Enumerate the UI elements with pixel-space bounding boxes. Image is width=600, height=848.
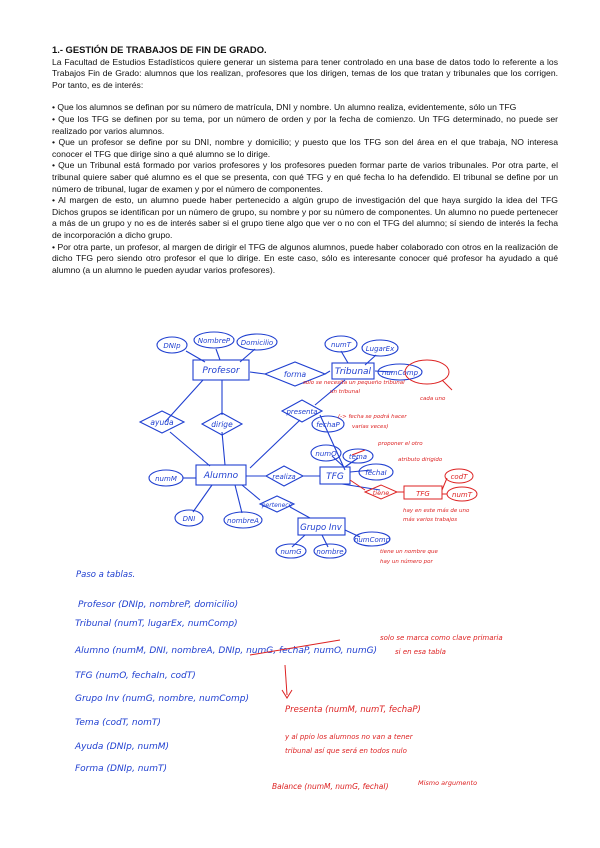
- attr-dnip: DNIp: [163, 342, 181, 350]
- entity-tfg: [320, 467, 350, 484]
- relationship-tiene-label: tiene: [372, 489, 390, 497]
- table-alumno: Alumno (numM, DNI, nombreA, DNIp, numG, fechaP, numO, numG): [75, 646, 378, 656]
- attr-nombre-g: nombre: [316, 548, 344, 556]
- attr-dni: DNI: [182, 515, 196, 523]
- relationship-pertenece-label: pertenece: [261, 502, 293, 509]
- note-tabla: si en esa tabla: [395, 648, 446, 656]
- red-note-8: más varios trabajos: [403, 517, 458, 523]
- bullet-tribunal: • Que un Tribunal está formado por varios profesores y los profesores pueden formar parte de varios tribunales. Por otra parte, el tribunal quiere saber qué alumno es el que se presenta, con qué TFG y en qué fecha lo ha defendido. El tribunal se define por un número de tribunal, lugar de examen y por el número de componentes.: [52, 160, 558, 194]
- relationship-ayuda: [140, 411, 184, 433]
- entity-profesor: [193, 360, 249, 380]
- red-attr-numt2: numT: [452, 491, 472, 499]
- note-clave-primaria: solo se marca como clave primaria: [380, 634, 503, 642]
- table-ayuda: Ayuda (DNIp, numM): [75, 742, 169, 752]
- entity-tfg-label: TFG: [326, 472, 344, 482]
- relationship-realiza: [266, 466, 303, 486]
- table-grupo: Grupo Inv (numG, nombre, numComp): [75, 694, 249, 704]
- entity-alumno: [196, 465, 246, 485]
- bullet-profesor: • Que un profesor se define por su DNI, nombre y domicilio; y puesto que los TFG son del área en el que trabaja, NO interesa conocer el TFG que dirige sino a qué alumno se lo dirige.: [52, 137, 558, 159]
- table-balance: Balance (numM, numG, fechaI): [272, 782, 389, 791]
- attr-nombrep: NombreP: [197, 337, 231, 345]
- relationship-forma-label: forma: [283, 370, 307, 379]
- entity-grupo-label: Grupo Inv: [300, 523, 342, 533]
- red-corrections: [303, 360, 477, 565]
- table-tfg: TFG (numO, fechaIn, codT): [75, 671, 196, 681]
- attr-tema: tema: [348, 453, 368, 461]
- note-alumnos: y al ppio los alumnos no van a tener: [285, 733, 413, 741]
- entity-profesor-label: Profesor: [202, 366, 240, 376]
- attr-fechap: fechaP: [316, 421, 340, 429]
- note-argumento: Mismo argumento: [418, 779, 478, 787]
- attr-domicilio: Domicilio: [240, 339, 274, 347]
- exercise-title: 1.- GESTIÓN DE TRABAJOS DE FIN DE GRADO.: [52, 44, 267, 55]
- red-entity-tema: TFG: [416, 490, 430, 498]
- entity-grupo: [298, 518, 345, 535]
- attr-lugarex: LugarEx: [365, 345, 395, 353]
- entity-alumno-label: Alumno: [203, 471, 239, 481]
- relationship-realiza-label: realiza: [272, 473, 296, 481]
- red-attr-codt: codT: [450, 473, 468, 481]
- table-profesor: Profesor (DNIp, nombreP, domicilio): [78, 600, 239, 610]
- tables-section: [74, 570, 503, 791]
- red-note-10: hay un número por: [380, 559, 433, 565]
- red-note-3: (-> fecha se podrá hacer: [338, 414, 407, 420]
- relationship-dirige: [202, 413, 242, 435]
- table-tema: Tema (codT, nomT): [75, 718, 161, 728]
- attr-nombrea: nombreA: [227, 517, 259, 525]
- bullet-grupo: • Al margen de esto, un alumno puede haber pertenecido a algún grupo de investigación del que haya surgido la idea del TFG Dichos grupos se identifican por un número de grupo, su nombre y por su número de componentes. Un alumno no puede pertenecer a más de un grupo y no es de interés saber si el grupo tiene algo que ver o no con el TFG del alumno; sí siendo de interés la fecha de incorporación a dicho grupo.: [52, 195, 558, 240]
- table-forma: Forma (DNIp, numT): [75, 764, 167, 774]
- note-nulo: tribunal así que será en todos nulo: [285, 747, 407, 755]
- red-note-1: solo se necesita un pequeño tribunal: [303, 380, 405, 386]
- red-note-9: tiene un nombre que: [380, 549, 438, 555]
- attr-numcomp-t: numComp: [381, 369, 419, 377]
- attr-numcomp-g: numComp: [353, 536, 391, 544]
- bullet-colabora: • Por otra parte, un profesor, al margen de dirigir el TFG de algunos alumnos, puede haber colaborado con otros en la realización de dicho TFG pero siendo otro profesor el que lo dirige. En este caso, sólo es interesante conocer qué profesor ha ayudado a qué alumno (a un alumno le pueden ayudar varios profesores).: [52, 241, 558, 275]
- relationship-dirige-label: dirige: [211, 420, 233, 429]
- relationship-ayuda-label: ayuda: [150, 418, 174, 427]
- attr-numg: numG: [280, 548, 302, 556]
- attr-numo: numO: [315, 450, 337, 458]
- red-note-6: atributo dirigido: [398, 457, 443, 463]
- entity-tribunal: [332, 363, 374, 379]
- attr-fechai: fechaI: [365, 469, 387, 477]
- red-note-2: un tribunal: [330, 389, 361, 395]
- table-presenta: Presenta (numM, numT, fechaP): [285, 705, 421, 715]
- relationship-pertenece: [260, 496, 294, 512]
- intro-paragraph: La Facultad de Estudios Estadísticos quiere generar un sistema para tener controlado en una base de datos todo lo referente a los Trabajos Fin de Grado: alumnos que los realizan, profesores que los dirigen, temas de los que tratan y tribunales que los corrigen. Por tanto, es de interés:: [52, 56, 558, 90]
- attr-numt: numT: [331, 341, 351, 349]
- relationship-presenta-label: presenta: [286, 408, 318, 416]
- tables-heading: Paso a tablas.: [76, 570, 136, 580]
- bullet-alumnos: • Que los alumnos se definan por su número de matrícula, DNI y nombre. Un alumno realiza, evidentemente, sólo un TFG: [52, 102, 517, 113]
- red-note-7: hay en este más de uno: [403, 508, 470, 514]
- bullet-tfg: • Que los TFG se definen por su tema, por un número de orden y por la fecha de comienzo. Un TFG determinado, no puede ser realizado por varios alumnos.: [52, 113, 558, 136]
- entity-tribunal-label: Tribunal: [334, 367, 372, 377]
- red-note-4: varias veces): [352, 424, 389, 430]
- relationship-tiene: [365, 485, 397, 499]
- attr-numm: numM: [155, 475, 177, 483]
- table-tribunal: Tribunal (numT, lugarEx, numComp): [75, 619, 238, 629]
- red-note-11: cada uno: [420, 396, 446, 402]
- red-note-5: proponer el otro: [378, 441, 423, 447]
